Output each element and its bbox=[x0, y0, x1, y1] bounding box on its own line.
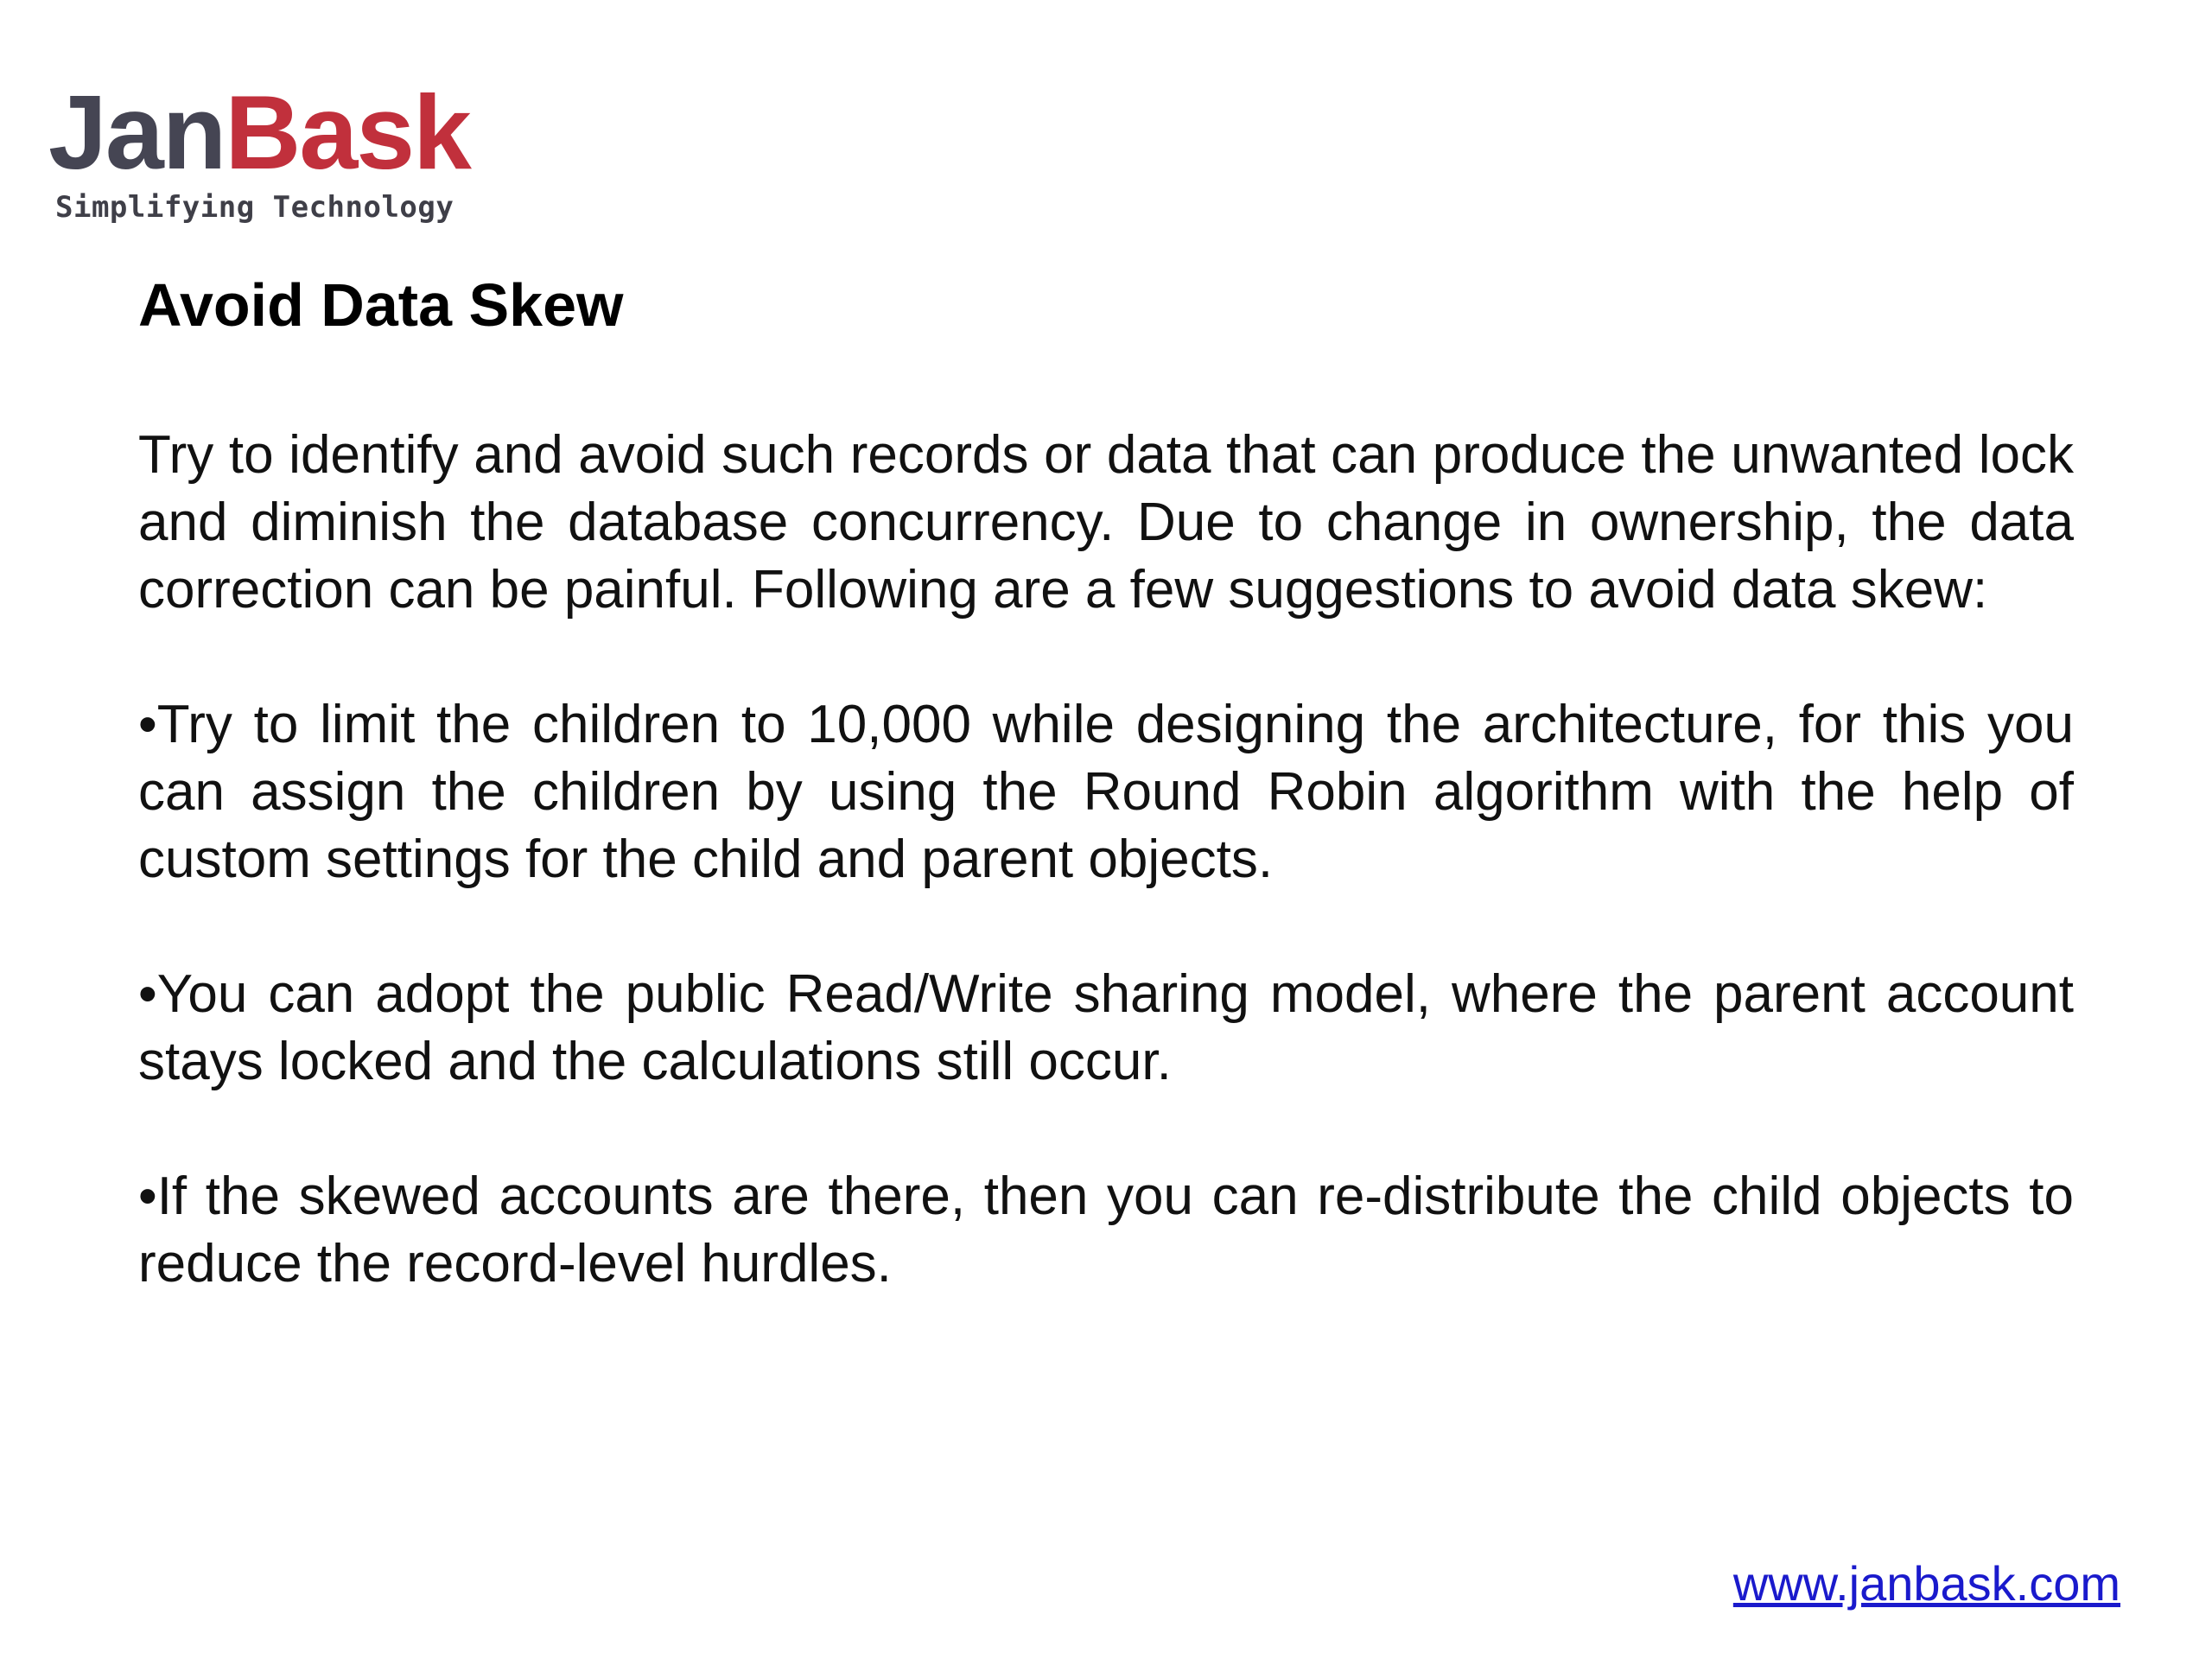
janbask-logo bbox=[48, 73, 480, 225]
logo-bask-text: Bask bbox=[225, 73, 470, 191]
logo-jan-text: Jan bbox=[48, 73, 226, 191]
bullet-item-3: •If the skewed accounts are there, then you can re-distribute the child objects to reduce the record-level hurdles. bbox=[138, 1166, 2074, 1294]
slide-content bbox=[138, 422, 2074, 1298]
slide-title: Avoid Data Skew bbox=[138, 271, 624, 339]
intro-paragraph: Try to identify and avoid such records or data that can produce the unwanted lock and diminish the database concurrency. Due to change in ownership, the data correction can be painful. Following are a few suggestions to avoid data skew: bbox=[138, 425, 2074, 620]
bullet-item-1: •Try to limit the children to 10,000 while designing the architecture, for this you can assign the children by using the Round Robin algorithm with the help of custom settings for the child and parent objects. bbox=[138, 695, 2074, 889]
website-link[interactable]: www.janbask.com bbox=[1732, 1556, 2120, 1611]
logo-tagline: Simplifying Technology bbox=[55, 190, 454, 225]
logo-wordmark bbox=[48, 73, 480, 191]
bullet-item-2: •You can adopt the public Read/Write sharing model, where the parent account stays locked and the calculations still occur. bbox=[138, 964, 2074, 1091]
